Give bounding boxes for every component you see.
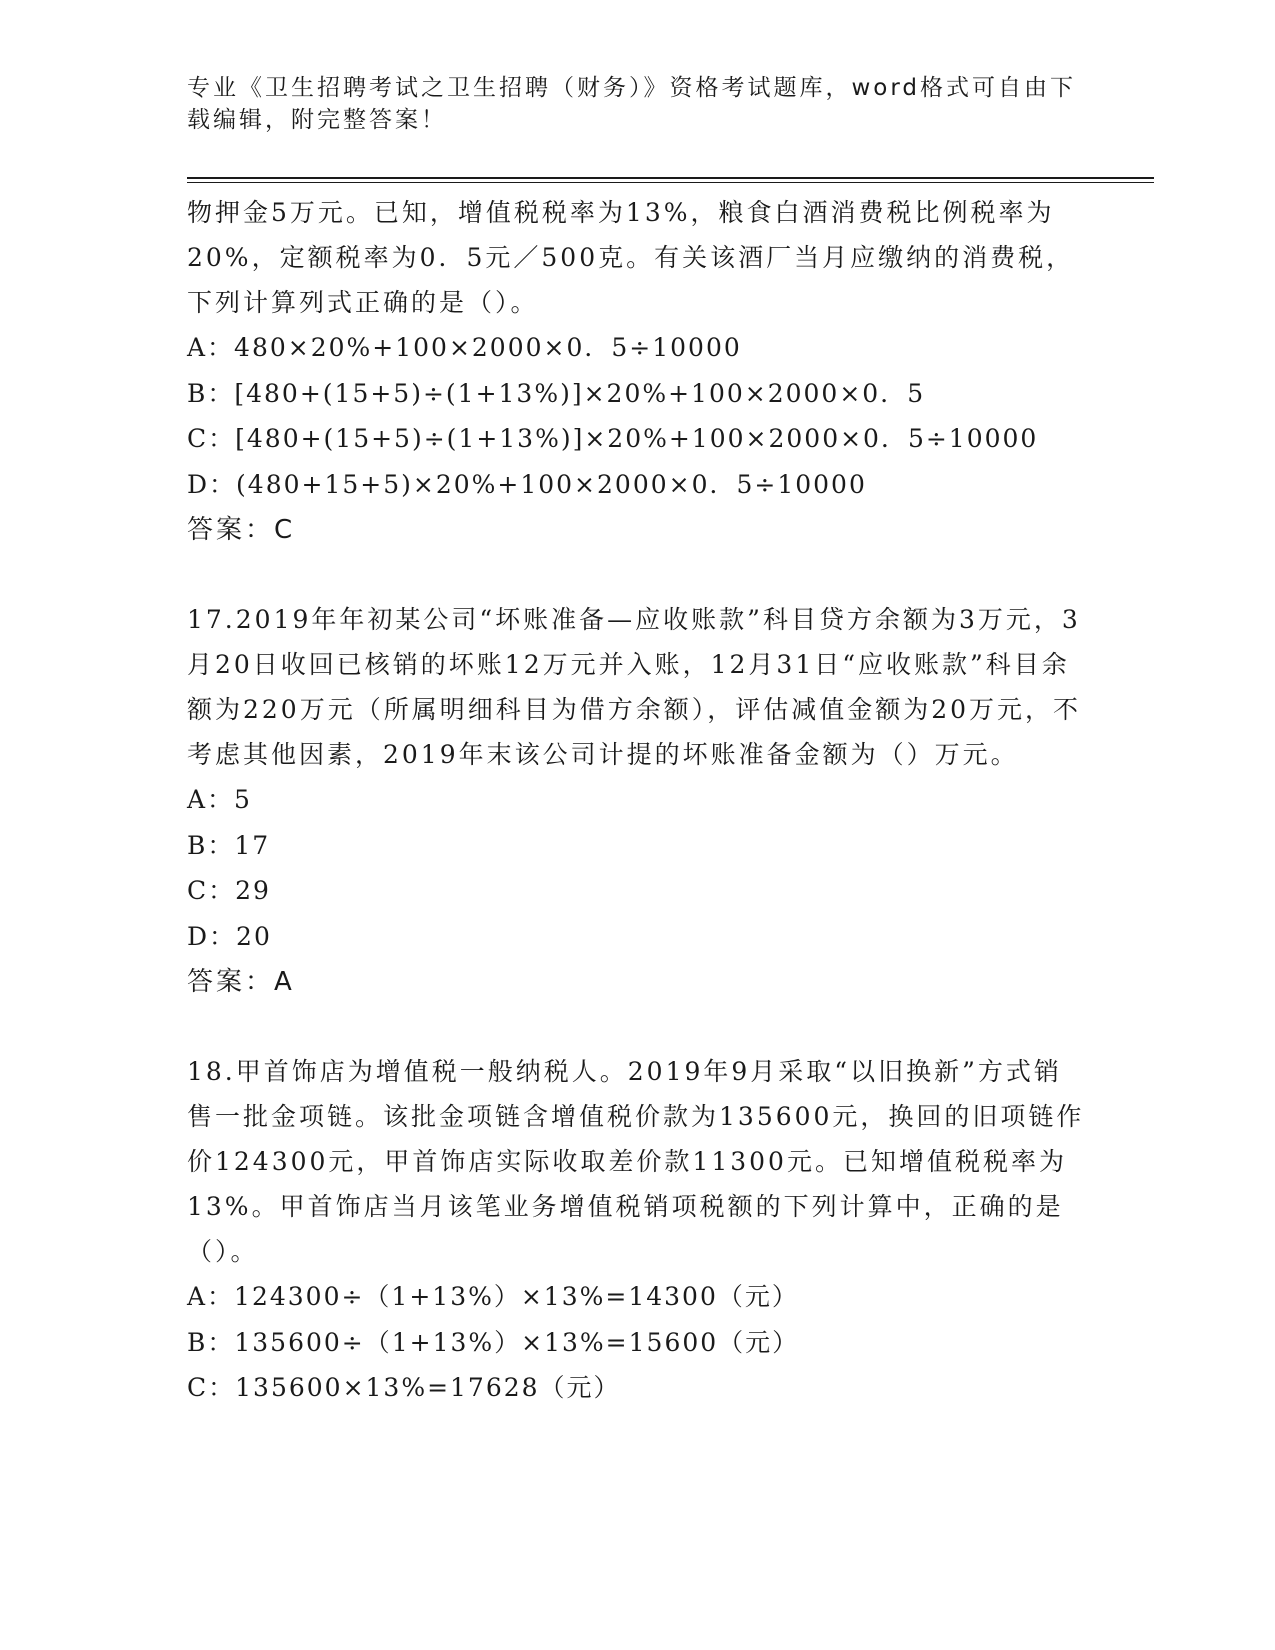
option-d: D：20 [187, 921, 272, 951]
option-a: A：480×20%+100×2000×0．5÷10000 [187, 333, 742, 362]
question-stem: 物押金5万元。已知，增值税税率为13%，粮食白酒消费税比例税率为20%，定额税率为0．5元／500克。有关该酒厂当月应缴纳的消费税，下列计算列式正确的是（）。 [187, 198, 1075, 317]
spacer [187, 553, 1087, 597]
option-c: C：29 [187, 876, 271, 905]
header-divider-thick [187, 177, 1154, 179]
option-c: C：135600×13%=17628（元） [187, 1373, 621, 1402]
header-divider-thin [187, 182, 1154, 183]
question-18 [187, 1049, 1087, 1411]
answer: 答案：C [187, 515, 296, 545]
question-stem: 18.甲首饰店为增值税一般纳税人。2019年9月采取“以旧换新”方式销售一批金项链。该批金项链含增值税价款为135600元，换回的旧项链作价124300元，甲首饰店实际收取差价款11300元。已知增值税税率为13%。甲首饰店当月该笔业务增值税销项税额的下列计算中，正确的是（）。 [187, 1057, 1085, 1266]
option-c: C：[480+(15+5)÷(1+13%)]×20%+100×2000×0．5÷10000 [187, 424, 1039, 453]
question-16 [187, 190, 1087, 553]
question-17 [187, 597, 1087, 1005]
option-d: D：(480+15+5)×20%+100×2000×0．5÷10000 [187, 469, 867, 499]
option-b: B：17 [187, 830, 271, 860]
option-b: B：[480+(15+5)÷(1+13%)]×20%+100×2000×0．5 [187, 378, 926, 408]
option-a: A：124300÷（1+13%）×13%=14300（元） [187, 1282, 799, 1311]
document-body [187, 190, 1087, 1411]
document-header: 专业《卫生招聘考试之卫生招聘（财务）》资格考试题库，word格式可自由下载编辑，附完整答案！ [187, 75, 1077, 133]
spacer [187, 1005, 1087, 1049]
option-a: A：5 [187, 785, 252, 814]
option-b: B：135600÷（1+13%）×13%=15600（元） [187, 1327, 800, 1357]
question-stem: 17.2019年年初某公司“坏账准备—应收账款”科目贷方余额为3万元，3月20日收回已核销的坏账12万元并入账，12月31日“应收账款”科目余额为220万元（所属明细科目为借方余额），评估减值金额为20万元，不考虑其他因素，2019年末该公司计提的坏账准备金额为（）万元。 [187, 605, 1082, 769]
answer: 答案：A [187, 967, 295, 997]
